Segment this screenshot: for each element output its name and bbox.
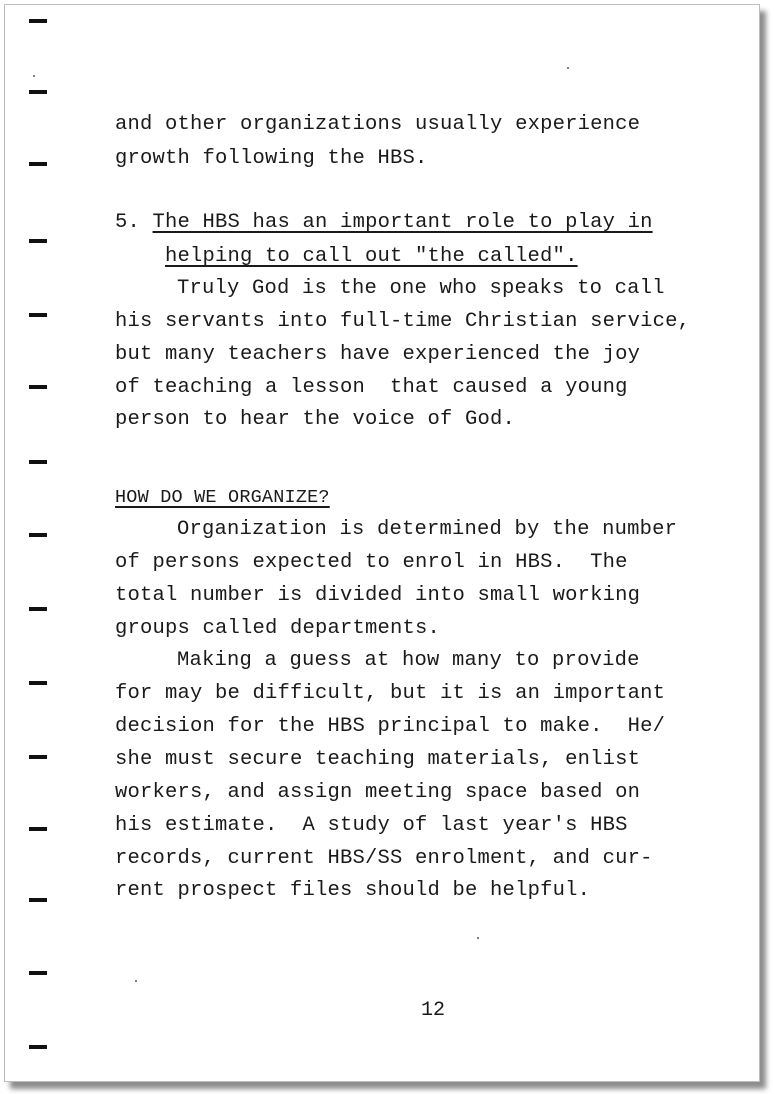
body-text-line: groups called departments.	[115, 617, 441, 640]
body-text-line: and other organizations usually experience	[115, 113, 641, 136]
margin-tick	[29, 385, 47, 389]
margin-tick	[29, 827, 47, 831]
margin-tick	[29, 898, 47, 902]
margin-tick	[29, 681, 47, 685]
point-number: 5.	[115, 211, 141, 234]
body-text-line: she must secure teaching materials, enlist	[115, 748, 641, 771]
body-text-line: decision for the HBS principal to make. He/	[115, 715, 666, 738]
numbered-point	[115, 211, 653, 235]
body-text-line: records, current HBS/SS enrolment, and cur-	[115, 847, 653, 870]
body-text-line: his servants into full-time Christian service,	[115, 310, 691, 333]
margin-tick	[29, 313, 47, 317]
scan-speck	[477, 937, 479, 939]
margin-tick	[29, 533, 47, 537]
margin-tick	[29, 755, 47, 759]
body-text-line: for may be difficult, but it is an important	[115, 682, 666, 705]
body-text-line: rent prospect files should be helpful.	[115, 879, 591, 902]
body-text-line: workers, and assign meeting space based on	[115, 781, 641, 804]
margin-tick	[29, 19, 47, 23]
margin-tick	[29, 239, 47, 243]
body-text-line: of teaching a lesson that caused a young	[115, 376, 628, 399]
body-text-line: of persons expected to enrol in HBS. The	[115, 551, 628, 574]
body-text-line: person to hear the voice of God.	[115, 408, 516, 431]
body-text-line: but many teachers have experienced the joy	[115, 343, 641, 366]
body-text-line: Truly God is the one who speaks to call	[177, 277, 665, 300]
margin-tick	[29, 607, 47, 611]
margin-tick	[29, 90, 47, 94]
body-text-line: growth following the HBS.	[115, 147, 428, 170]
margin-tick	[29, 971, 47, 975]
document-page	[4, 4, 760, 1082]
point-heading: The HBS has an important role to play in	[152, 211, 653, 234]
page-number: 12	[421, 999, 446, 1022]
scan-speck	[135, 980, 137, 982]
body-text-line: total number is divided into small working	[115, 584, 641, 607]
body-text-line: Making a guess at how many to provide	[177, 649, 640, 672]
scan-speck	[567, 67, 569, 69]
margin-tick	[29, 460, 47, 464]
scan-speck	[33, 75, 35, 77]
point-heading-continued: helping to call out "the called".	[165, 245, 578, 268]
margin-tick	[29, 1045, 47, 1049]
section-heading: HOW DO WE ORGANIZE?	[115, 487, 330, 508]
body-text-line: his estimate. A study of last year's HBS	[115, 814, 628, 837]
margin-tick	[29, 162, 47, 166]
body-text-line: Organization is determined by the number	[177, 518, 678, 541]
